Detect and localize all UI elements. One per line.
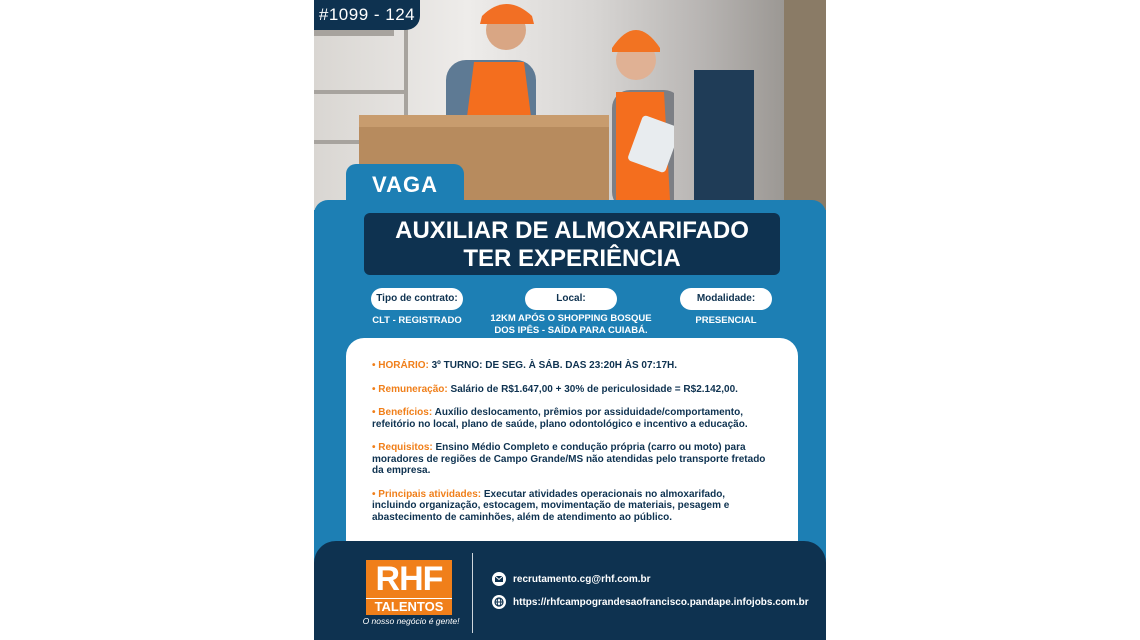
job-title-line2: TER EXPERIÊNCIA (463, 245, 681, 272)
detail-requirements: • Requisitos: Ensino Médio Completo e condução própria (carro ou moto) para moradores de regiões de Campo Grande/MS não atendidas pelo transporte fretado da empresa. (372, 442, 766, 476)
job-title-line1: AUXILIAR DE ALMOXARIFADO (395, 217, 749, 244)
location-label: Local: (525, 288, 617, 310)
job-id-badge: #1099 - 124 (314, 0, 420, 30)
rhf-logo (366, 560, 452, 614)
detail-benefits: • Benefícios: Auxílio deslocamento, prêmios por assiduidade/comportamento, refeitório no local, plano de saúde, plano odontológico e incentivo a educação. (372, 407, 748, 430)
detail-activities: • Principais atividades: Executar atividades operacionais no almoxarifado, incluindo organização, estocagem, movimentação de materiais, pesagem e abastecimento de caminhões, além de atendimento ao público. (372, 488, 730, 523)
contract-type-value: CLT - REGISTRADO (372, 315, 462, 326)
globe-icon (492, 595, 506, 609)
logo-tagline: O nosso negócio é gente! (362, 616, 460, 626)
job-title (364, 213, 780, 275)
work-mode-value: PRESENCIAL (695, 315, 757, 326)
envelope-icon (492, 572, 506, 586)
rhf-logo-sub: TALENTOS (366, 598, 452, 615)
vaga-tab: VAGA (346, 164, 464, 210)
work-mode-label: Modalidade: (680, 288, 772, 310)
website-text: https://rhfcampograndesaofrancisco.pandape.infojobs.com.br (513, 597, 809, 608)
detail-salary: • Remuneração: Salário de R$1.647,00 + 30% de periculosidade = R$2.142,00. (372, 383, 738, 395)
details-card (346, 338, 798, 548)
contract-type-label: Tipo de contrato: (371, 288, 463, 310)
job-poster (314, 0, 826, 640)
footer-divider (472, 553, 473, 633)
location-value: 12KM APÓS O SHOPPING BOSQUE DOS IPÊS - SAÍDA PARA CUIABÁ. (490, 313, 652, 336)
email-text: recrutamento.cg@rhf.com.br (513, 574, 651, 585)
detail-schedule: • HORÁRIO: 3º TURNO: DE SEG. À SÁB. DAS 23:20H ÀS 07:17H. (372, 360, 678, 371)
footer (314, 541, 826, 640)
rhf-logo-letters: RHF (366, 560, 452, 598)
